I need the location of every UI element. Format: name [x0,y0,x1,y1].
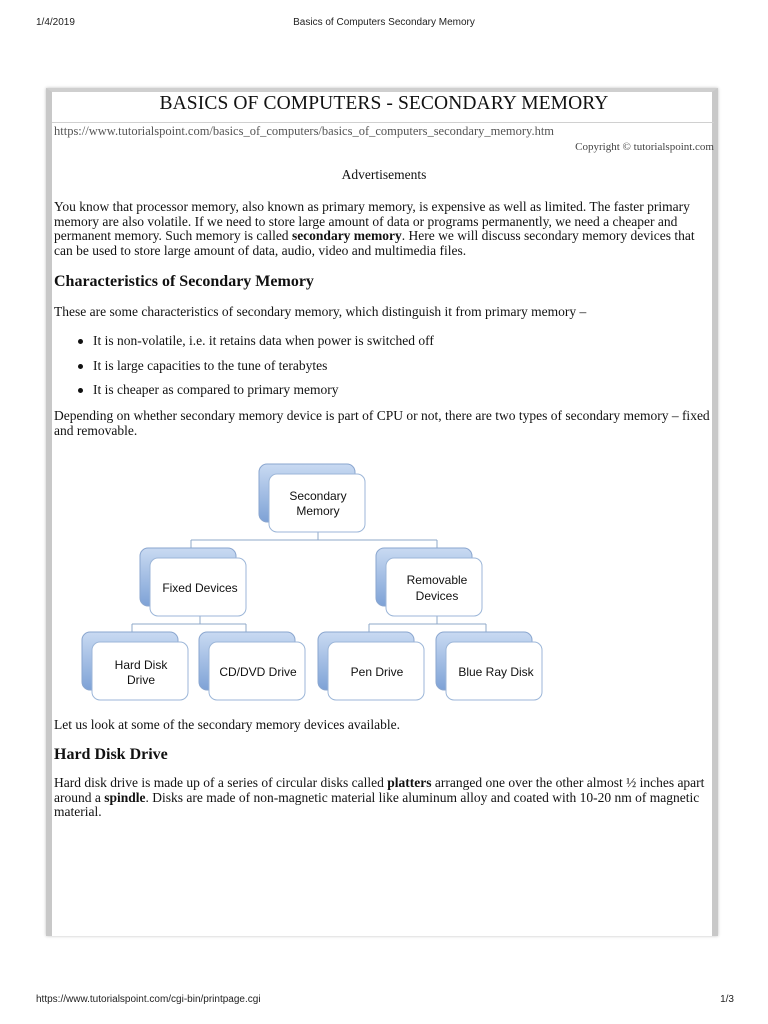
node-blue-ray-disk [436,632,542,700]
hard-disk-paragraph: Hard disk drive is made up of a series of circular disks called platters arranged one over the other almost ½ inches apart around a spindle. Disks are made of non-magnetic material like aluminum alloy and coated with 10-20 nm of magnetic material. [54,775,705,819]
node-hard-disk-drive [82,632,188,700]
page-title: BASICS OF COMPUTERS - SECONDARY MEMORY [159,93,609,114]
footer-url: https://www.tutorialspoint.com/cgi-bin/printpage.cgi [36,994,261,1005]
copyright-notice: Copyright © tutorialspoint.com [575,141,714,153]
node-label: Hard Disk [114,658,168,672]
spindle-term: spindle [104,789,146,805]
node-label: Devices [415,589,459,603]
node-removable-devices [376,548,482,616]
node-label: Drive [126,673,156,687]
node-label: Fixed Devices [162,581,238,595]
advertisements-label: Advertisements [341,167,427,182]
node-secondary-memory [259,464,365,532]
secondary-memory-diagram [76,458,548,710]
print-date: 1/4/2019 [36,17,75,28]
page-number: 1/3 [720,994,734,1005]
characteristics-list [54,332,434,406]
print-title: Basics of Computers Secondary Memory [293,17,475,28]
node-fixed-devices [140,548,246,616]
node-cd-dvd-drive [199,632,305,700]
node-label: Pen Drive [350,665,404,679]
node-pen-drive [318,632,424,700]
node-label: Secondary [289,489,347,503]
hard-disk-drive-heading: Hard Disk Drive [54,746,168,763]
types-paragraph: Depending on whether secondary memory device is part of CPU or not, there are two types of secondary memory – fixed and removable. [54,408,710,438]
article-url: https://www.tutorialspoint.com/basics_of_computers/basics_of_computers_secondary_memory.htm [54,124,555,138]
list-item: It is large capacities to the tune of terabytes [54,357,434,382]
title-divider [52,122,714,123]
secondary-memory-term: secondary memory [291,228,402,243]
platters-term: platters [387,775,432,790]
node-label: Removable [406,573,468,587]
intro-paragraph: You know that processor memory, also known as primary memory, is expensive as well as limited. The faster primary memory are also volatile. If we need to store large amount of data or programs permanently, we need a cheaper and permanent memory. Such memory is called secondary memory. Here we will discuss secondary memory devices that can be used to store large amount of data, audio, video and multimedia files. [54,199,695,258]
list-item: It is cheaper as compared to primary memory [54,381,434,406]
list-item: It is non-volatile, i.e. it retains data when power is switched off [54,332,434,357]
characteristics-intro: These are some characteristics of secondary memory, which distinguish it from primary memory – [54,304,587,319]
node-label: CD/DVD Drive [219,665,297,679]
devices-intro: Let us look at some of the secondary memory devices available. [54,717,401,732]
characteristics-heading: Characteristics of Secondary Memory [54,273,314,290]
node-label: Memory [296,504,340,518]
node-label: Blue Ray Disk [458,665,534,679]
